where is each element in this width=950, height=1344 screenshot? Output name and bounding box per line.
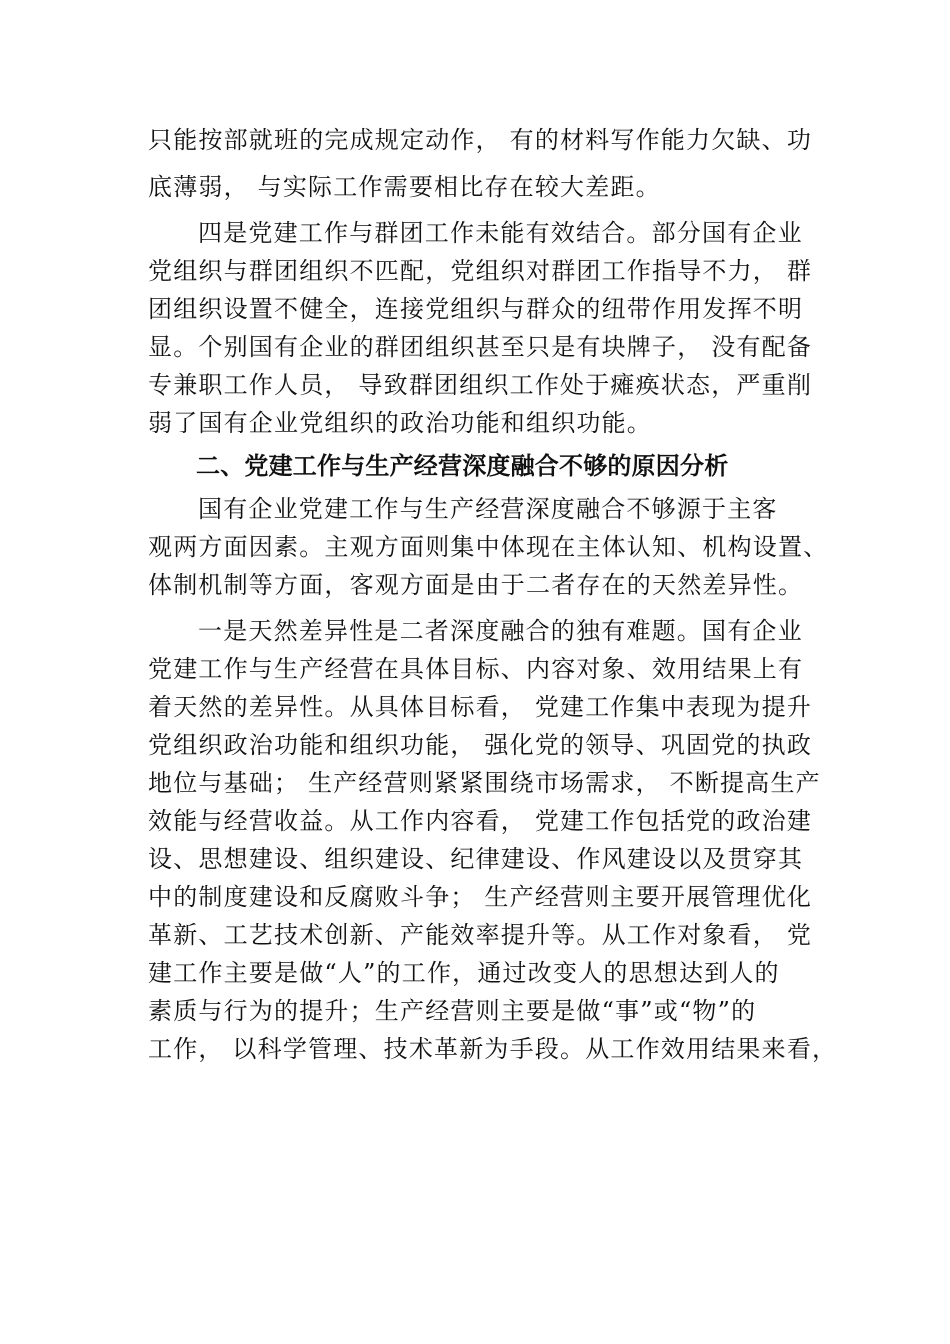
body-text-line: 弱了国有企业党组织的政治功能和组织功能。 (148, 409, 652, 437)
body-text-line: 中的制度建设和反腐败斗争； 生产经营则主要开展管理优化 (148, 883, 813, 911)
body-text-line: 着天然的差异性。从具体目标看， 党建工作集中表现为提升 (148, 693, 813, 721)
body-text-line: 团组织设置不健全，连接党组织与群众的纽带作用发挥不明 (148, 295, 804, 323)
body-text-line: 建工作主要是做“人”的工作，通过改变人的思想达到人的 (148, 959, 780, 987)
body-text-line: 党组织与群团组织不匹配，党组织对群团工作指导不力， 群 (148, 257, 813, 285)
body-text-line: 观两方面因素。主观方面则集中体现在主体认知、机构设置、 (148, 533, 829, 561)
paragraph-first-line: 一是天然差异性是二者深度融合的独有难题。国有企业 (198, 617, 803, 645)
body-text-line: 素质与行为的提升；生产经营则主要是做“事”或“物”的 (148, 997, 757, 1025)
body-text-line: 底薄弱， 与实际工作需要相比存在较大差距。 (148, 173, 661, 201)
paragraph-first-line: 四是党建工作与群团工作未能有效结合。部分国有企业 (198, 219, 803, 247)
body-text-line: 专兼职工作人员， 导致群团组织工作处于瘫痪状态，严重削 (148, 371, 813, 399)
body-text-line: 效能与经营收益。从工作内容看， 党建工作包括党的政治建 (148, 807, 813, 835)
body-text-line: 只能按部就班的完成规定动作， 有的材料写作能力欠缺、功 (148, 126, 813, 154)
body-text-line: 地位与基础； 生产经营则紧紧围绕市场需求， 不断提高生产 (148, 769, 821, 797)
body-text-line: 体制机制等方面，客观方面是由于二者存在的天然差异性。 (148, 571, 804, 599)
body-text-line: 党建工作与生产经营在具体目标、内容对象、效用结果上有 (148, 655, 804, 683)
section-heading: 二、党建工作与生产经营深度融合不够的原因分析 (196, 452, 729, 480)
paragraph-first-line: 国有企业党建工作与生产经营深度融合不够源于主客 (198, 495, 778, 523)
body-text-line: 工作， 以科学管理、技术革新为手段。从工作效用结果来看， (148, 1035, 838, 1063)
body-text-line: 显。个别国有企业的群团组织甚至只是有块牌子， 没有配备 (148, 333, 813, 361)
body-text-line: 革新、工艺技术创新、产能效率提升等。从工作对象看， 党 (148, 921, 813, 949)
body-text-line: 设、思想建设、组织建设、纪律建设、作风建设以及贯穿其 (148, 845, 804, 873)
body-text-line: 党组织政治功能和组织功能， 强化党的领导、巩固党的执政 (148, 731, 813, 759)
